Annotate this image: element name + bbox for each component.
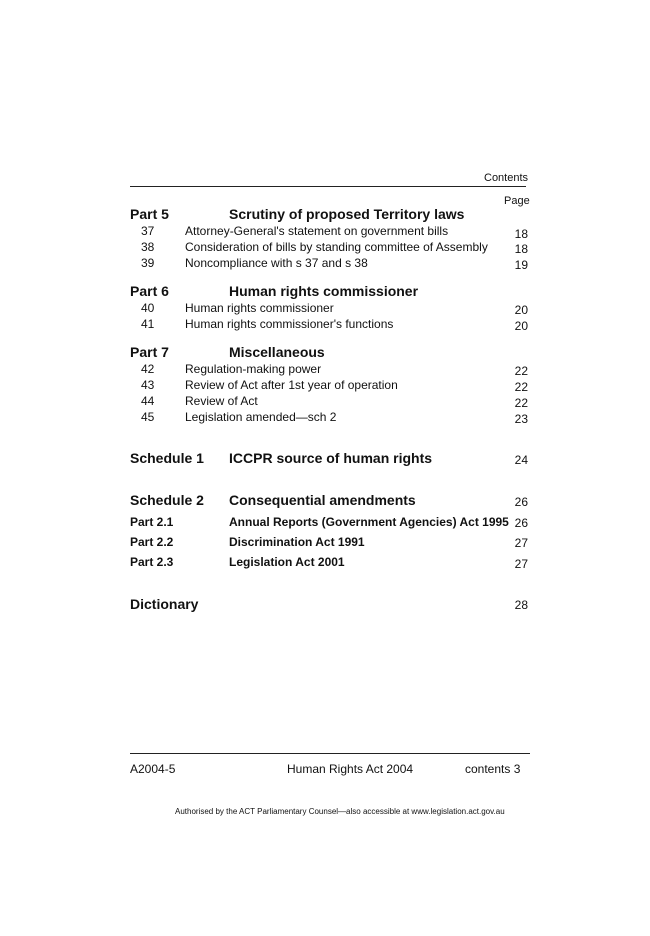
- section-44-page: 22: [514, 396, 528, 410]
- section-44-title[interactable]: Review of Act: [185, 394, 258, 408]
- section-45-page: 23: [514, 412, 528, 426]
- section-38-title[interactable]: Consideration of bills by standing committee of Assembly: [185, 240, 488, 254]
- section-44-num: 44: [141, 394, 155, 408]
- part-2-1-label: Part 2.1: [130, 515, 174, 529]
- part-2-3-page: 27: [514, 557, 528, 571]
- part-5-title: Scrutiny of proposed Territory laws: [229, 206, 465, 222]
- part-2-2-title[interactable]: Discrimination Act 1991: [229, 535, 365, 549]
- section-40-title[interactable]: Human rights commissioner: [185, 301, 334, 315]
- footer-rule: [130, 753, 530, 754]
- section-41-page: 20: [514, 319, 528, 333]
- header-rule: [130, 186, 526, 187]
- part-7-label: Part 7: [130, 344, 169, 360]
- schedule-2-title[interactable]: Consequential amendments: [229, 492, 416, 508]
- section-39-page: 19: [514, 258, 528, 272]
- schedule-1-title[interactable]: ICCPR source of human rights: [229, 450, 433, 466]
- section-42-title[interactable]: Regulation-making power: [185, 362, 322, 376]
- authorisation-note: Authorised by the ACT Parliamentary Counsel—also accessible at www.legislation.act.gov.au: [175, 807, 505, 816]
- section-43-title[interactable]: Review of Act after 1st year of operation: [185, 378, 398, 392]
- section-41-title[interactable]: Human rights commissioner's functions: [185, 317, 394, 331]
- section-37-num: 37: [141, 224, 155, 238]
- schedule-2-page: 26: [514, 495, 528, 509]
- section-43-page: 22: [514, 380, 528, 394]
- section-40-page: 20: [514, 303, 528, 317]
- part-2-1-page: 26: [514, 516, 528, 530]
- section-40-num: 40: [141, 301, 155, 315]
- schedule-2-label: Schedule 2: [130, 492, 204, 508]
- footer-act-number: A2004-5: [130, 762, 176, 776]
- part-2-1-title[interactable]: Annual Reports (Government Agencies) Act 1995: [229, 515, 509, 529]
- part-2-3-label: Part 2.3: [130, 555, 174, 569]
- section-38-num: 38: [141, 240, 155, 254]
- section-45-title[interactable]: Legislation amended—sch 2: [185, 410, 337, 424]
- part-6-label: Part 6: [130, 283, 169, 299]
- schedule-1-label: Schedule 1: [130, 450, 204, 466]
- part-5-label: Part 5: [130, 206, 169, 222]
- section-43-num: 43: [141, 378, 155, 392]
- part-7-title: Miscellaneous: [229, 344, 325, 360]
- section-42-num: 42: [141, 362, 155, 376]
- schedule-1-page: 24: [514, 453, 528, 467]
- section-39-num: 39: [141, 256, 155, 270]
- dictionary-label[interactable]: Dictionary: [130, 596, 199, 612]
- footer-act-title: Human Rights Act 2004: [287, 762, 414, 776]
- section-38-page: 18: [514, 242, 528, 256]
- page-column-heading: Page: [504, 195, 530, 207]
- part-2-3-title[interactable]: Legislation Act 2001: [229, 555, 345, 569]
- section-45-num: 45: [141, 410, 155, 424]
- part-6-title: Human rights commissioner: [229, 283, 419, 299]
- section-39-title[interactable]: Noncompliance with s 37 and s 38: [185, 256, 368, 270]
- dictionary-page: 28: [514, 598, 528, 612]
- contents-heading: Contents: [484, 172, 529, 184]
- footer-page-ref: contents 3: [465, 762, 521, 776]
- part-2-2-label: Part 2.2: [130, 535, 174, 549]
- section-41-num: 41: [141, 317, 155, 331]
- section-42-page: 22: [514, 364, 528, 378]
- section-37-page: 18: [514, 227, 528, 241]
- section-37-title[interactable]: Attorney-General's statement on government bills: [185, 224, 449, 238]
- part-2-2-page: 27: [514, 536, 528, 550]
